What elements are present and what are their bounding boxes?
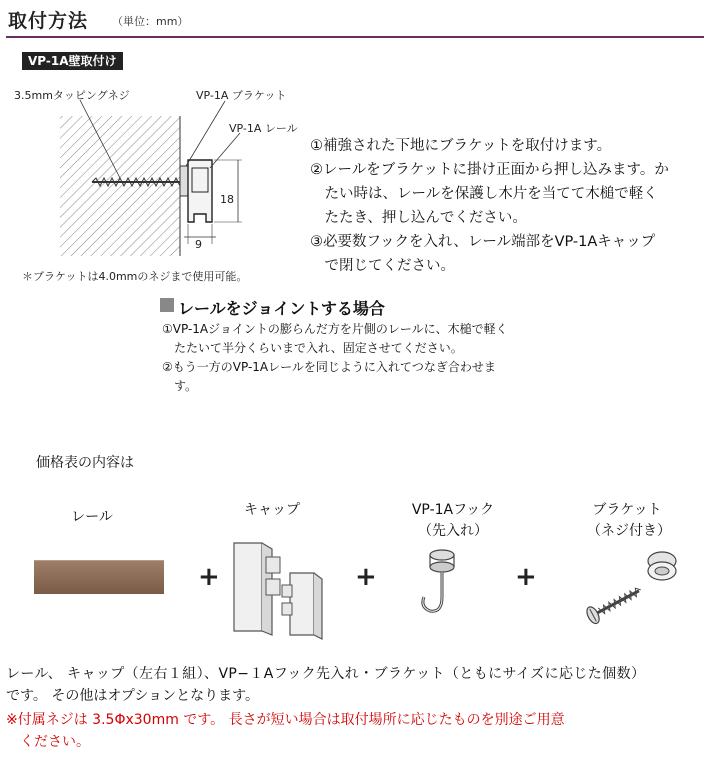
installation-diagram — [0, 0, 300, 270]
footer-line-2: です。 その他はオプションとなります。 — [6, 688, 259, 704]
joint-line: ②もう一方のVP-1Aレールを同じように入れてつなぎ合わせま — [162, 360, 496, 374]
label-rail: VP-1A レール — [229, 122, 298, 135]
bracket-note: ＊ブラケットは4.0mmのネジまで使用可能。 — [22, 270, 248, 283]
item-label-cap: キャップ — [244, 502, 300, 518]
step-line: ②レールをブラケットに掛け正面から押し込みます。か — [310, 162, 669, 178]
item-sub-hook: （先入れ） — [418, 523, 488, 539]
bracket-drawing — [180, 166, 188, 196]
item-sub-bracket: （ネジ付き） — [587, 523, 671, 539]
plus-sign: + — [355, 562, 377, 592]
rail-image — [34, 560, 164, 594]
bracket-screw-image — [576, 545, 696, 625]
item-label-rail: レール — [71, 509, 113, 525]
joint-line: す。 — [162, 379, 198, 393]
item-label-hook: VP-1Aフック — [411, 502, 495, 518]
warning-line-1: ※付属ネジは 3.5Φx30mm です。 長さが短い場合は取付場所に応じたものを別途ご用意 — [6, 712, 565, 728]
steps-list — [310, 134, 669, 278]
label-screw: 3.5mmタッピングネジ — [14, 89, 130, 102]
dim-height-label: 18 — [220, 193, 234, 206]
plus-sign: + — [198, 562, 220, 592]
dim-width-label: 9 — [195, 238, 202, 251]
warning-line-2: ください。 — [6, 734, 90, 750]
joint-steps — [162, 320, 508, 396]
section-tag: VP-1A壁取付け — [22, 52, 123, 70]
label-bracket: VP-1A ブラケット — [196, 89, 287, 102]
joint-line: たたいて半分くらいまで入れ、固定させてください。 — [162, 341, 463, 355]
item-label-bracket: ブラケット — [592, 502, 662, 518]
step-line: で閉じてください。 — [310, 258, 455, 274]
page-title: 取付方法 — [8, 10, 89, 32]
unit-note: （単位：mm） — [112, 15, 189, 28]
joint-heading-marker — [160, 298, 174, 312]
plus-sign: + — [515, 562, 537, 592]
step-line: ③必要数フックを入れ、レール端部をVP-1Aキャップ — [310, 234, 656, 250]
step-line: たい時は、レールを保護し木片を当てて木槌で軽く — [310, 186, 658, 202]
contents-heading: 価格表の内容は — [36, 455, 134, 471]
wall-section — [60, 116, 180, 256]
hook-image — [412, 545, 472, 625]
step-line: たたき、押し込んでください。 — [310, 210, 527, 226]
cap-image — [222, 535, 332, 645]
joint-heading: レールをジョイントする場合 — [178, 299, 385, 318]
footer-line-1: レール、 キャップ（左右１組）、VP−１Aフック先入れ・ブラケット（ともにサイズに応じた個数） — [6, 666, 646, 682]
step-line: ①補強された下地にブラケットを取付けます。 — [310, 138, 612, 154]
joint-line: ①VP-1Aジョイントの膨らんだ方を片側のレールに、木槌で軽く — [162, 322, 508, 336]
